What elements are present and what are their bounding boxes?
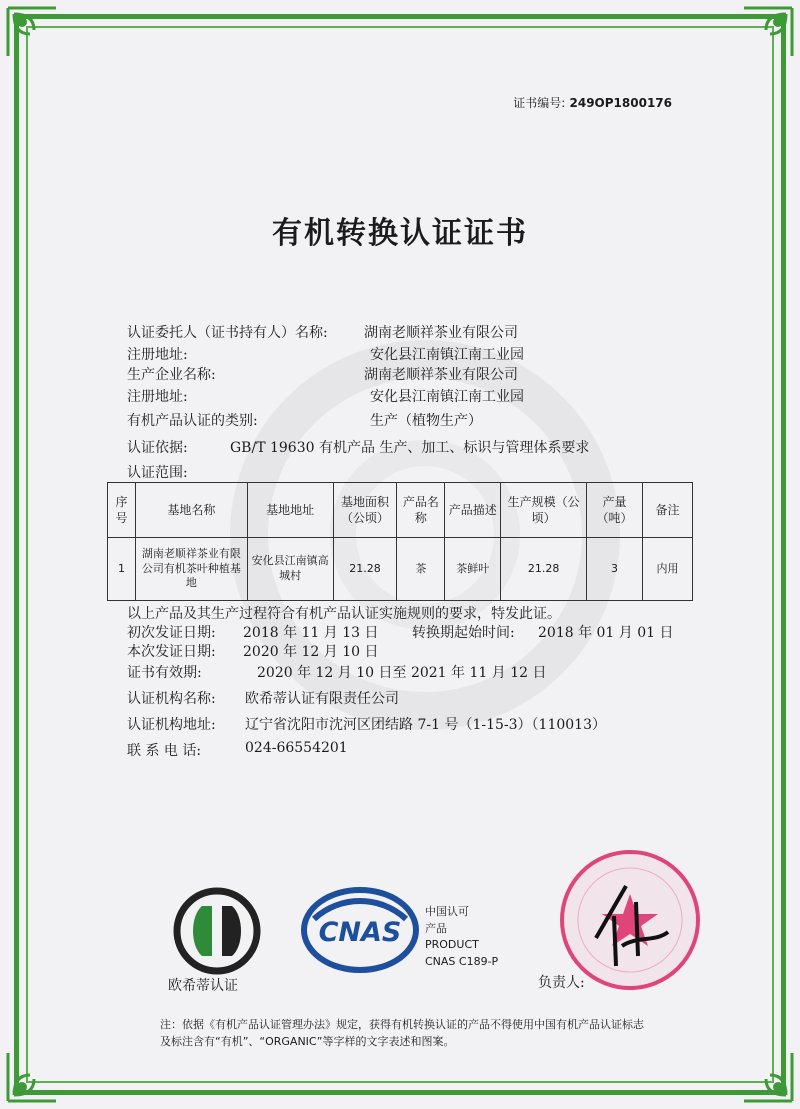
cnas-description: 中国认可 产品 PRODUCT CNAS C189-P xyxy=(425,905,499,968)
table-cell: 安化县江南镇高城村 xyxy=(247,538,333,601)
table-cell: 21.28 xyxy=(501,538,587,601)
table-header-cell: 基地地址 xyxy=(247,483,333,538)
corner-ornament-icon xyxy=(4,4,60,60)
responsible-label: 负责人: xyxy=(538,975,585,991)
table-header-cell: 产品名称 xyxy=(397,483,445,538)
table-cell: 3 xyxy=(587,538,643,601)
certificate-number: 证书编号: 249OP1800176 xyxy=(513,96,672,110)
table-cell: 湖南老顺祥茶业有限公司有机茶叶种植基地 xyxy=(135,538,247,601)
table-header-cell: 基地名称 xyxy=(135,483,247,538)
corner-ornament-icon xyxy=(740,1049,796,1105)
certificate-title: 有机转换认证证书 xyxy=(272,216,528,251)
ocert-logo-label: 欧希蒂认证 xyxy=(168,978,238,994)
footnote: 注：依据《有机产品认证管理办法》规定，获得有机转换认证的产品不得使用中国有机产品认证标志及标注含有“有机”、“ORGANIC”等字样的文字表述和图案。 xyxy=(160,1018,644,1049)
table-header-cell: 备注 xyxy=(643,483,693,538)
ocert-logo-icon xyxy=(172,886,262,976)
table-cell: 21.28 xyxy=(333,538,397,601)
cnas-mark-text: CNAS xyxy=(318,917,402,948)
company-seal-icon xyxy=(556,846,704,994)
table-cell: 1 xyxy=(108,538,136,601)
corner-ornament-icon xyxy=(740,4,796,60)
table-cell: 内用 xyxy=(643,538,693,601)
table-header-cell: 产品描述 xyxy=(445,483,501,538)
cnas-logo-icon xyxy=(300,885,420,975)
table-cell: 茶鲜叶 xyxy=(445,538,501,601)
table-header-cell: 序号 xyxy=(108,483,136,538)
table-header-cell: 产量（吨） xyxy=(587,483,643,538)
table-header-cell: 基地面积（公顷） xyxy=(333,483,397,538)
table-cell: 茶 xyxy=(397,538,445,601)
table-header-cell: 生产规模（公顷） xyxy=(501,483,587,538)
scope-table xyxy=(107,482,693,601)
table-row xyxy=(108,538,693,601)
corner-ornament-icon xyxy=(4,1049,60,1105)
table-header-row xyxy=(108,483,693,538)
